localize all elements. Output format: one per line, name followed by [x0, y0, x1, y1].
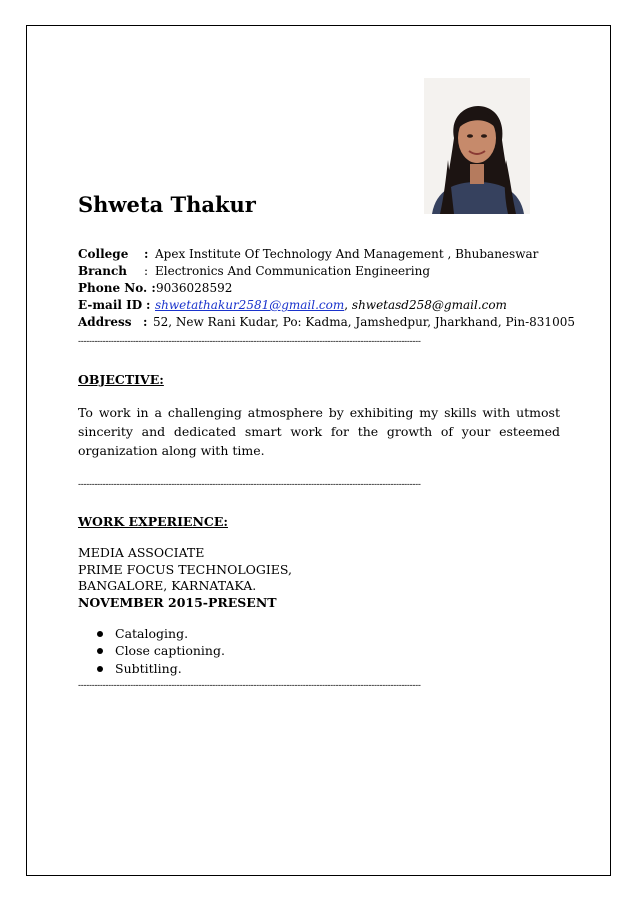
secondary-email: shwetasd258@gmail.com: [351, 298, 507, 312]
duty-item: [97, 643, 225, 658]
bullet-icon: [97, 666, 103, 672]
company-name: PRIME FOCUS TECHNOLOGIES,: [78, 562, 293, 577]
divider-1: -----------------------------------------------------------------------------------------------------------------------------: [78, 337, 421, 347]
duty-text: Cataloging.: [115, 626, 189, 641]
email-colon: :: [146, 298, 151, 312]
duty-item: [97, 626, 188, 641]
work-experience-heading: WORK EXPERIENCE:: [78, 514, 228, 529]
branch-colon: :: [144, 264, 149, 278]
objective-text: To work in a challenging atmosphere by exhibiting my skills with utmost sincerity and dedicated smart work for the growth of your esteemed organization along with time.: [78, 405, 560, 458]
primary-email-link[interactable]: shwetathakur2581@gmail.com: [155, 298, 345, 312]
email-label: E-mail ID: [78, 298, 143, 312]
email-separator: ,: [344, 298, 349, 312]
profile-photo: [424, 78, 530, 214]
candidate-name: Shweta Thakur: [78, 192, 256, 217]
address-colon: :: [143, 315, 148, 329]
objective-heading: OBJECTIVE:: [78, 372, 164, 387]
portrait-image: [424, 78, 530, 214]
address-label: Address: [78, 315, 132, 329]
address-value: 52, New Rani Kudar, Po: Kadma, Jamshedpur, Jharkhand, Pin-831005: [153, 315, 575, 329]
phone-label: Phone No. :: [78, 281, 156, 295]
college-colon: :: [144, 247, 149, 261]
bullet-icon: [97, 648, 103, 654]
divider-3: -----------------------------------------------------------------------------------------------------------------------------: [78, 681, 421, 691]
branch-label: Branch: [78, 264, 127, 278]
duty-item: [97, 661, 182, 676]
employment-period: NOVEMBER 2015-PRESENT: [78, 595, 277, 610]
divider-2: -----------------------------------------------------------------------------------------------------------------------------: [78, 480, 421, 490]
college-label: College: [78, 247, 129, 261]
duty-text: Subtitling.: [115, 661, 182, 676]
company-location: BANGALORE, KARNATAKA.: [78, 578, 257, 593]
college-value: Apex Institute Of Technology And Management , Bhubaneswar: [155, 247, 539, 261]
phone-value: 9036028592: [156, 281, 233, 295]
duty-text: Close captioning.: [115, 643, 225, 658]
bullet-icon: [97, 631, 103, 637]
branch-value: Electronics And Communication Engineering: [155, 264, 431, 278]
job-title: MEDIA ASSOCIATE: [78, 545, 205, 560]
